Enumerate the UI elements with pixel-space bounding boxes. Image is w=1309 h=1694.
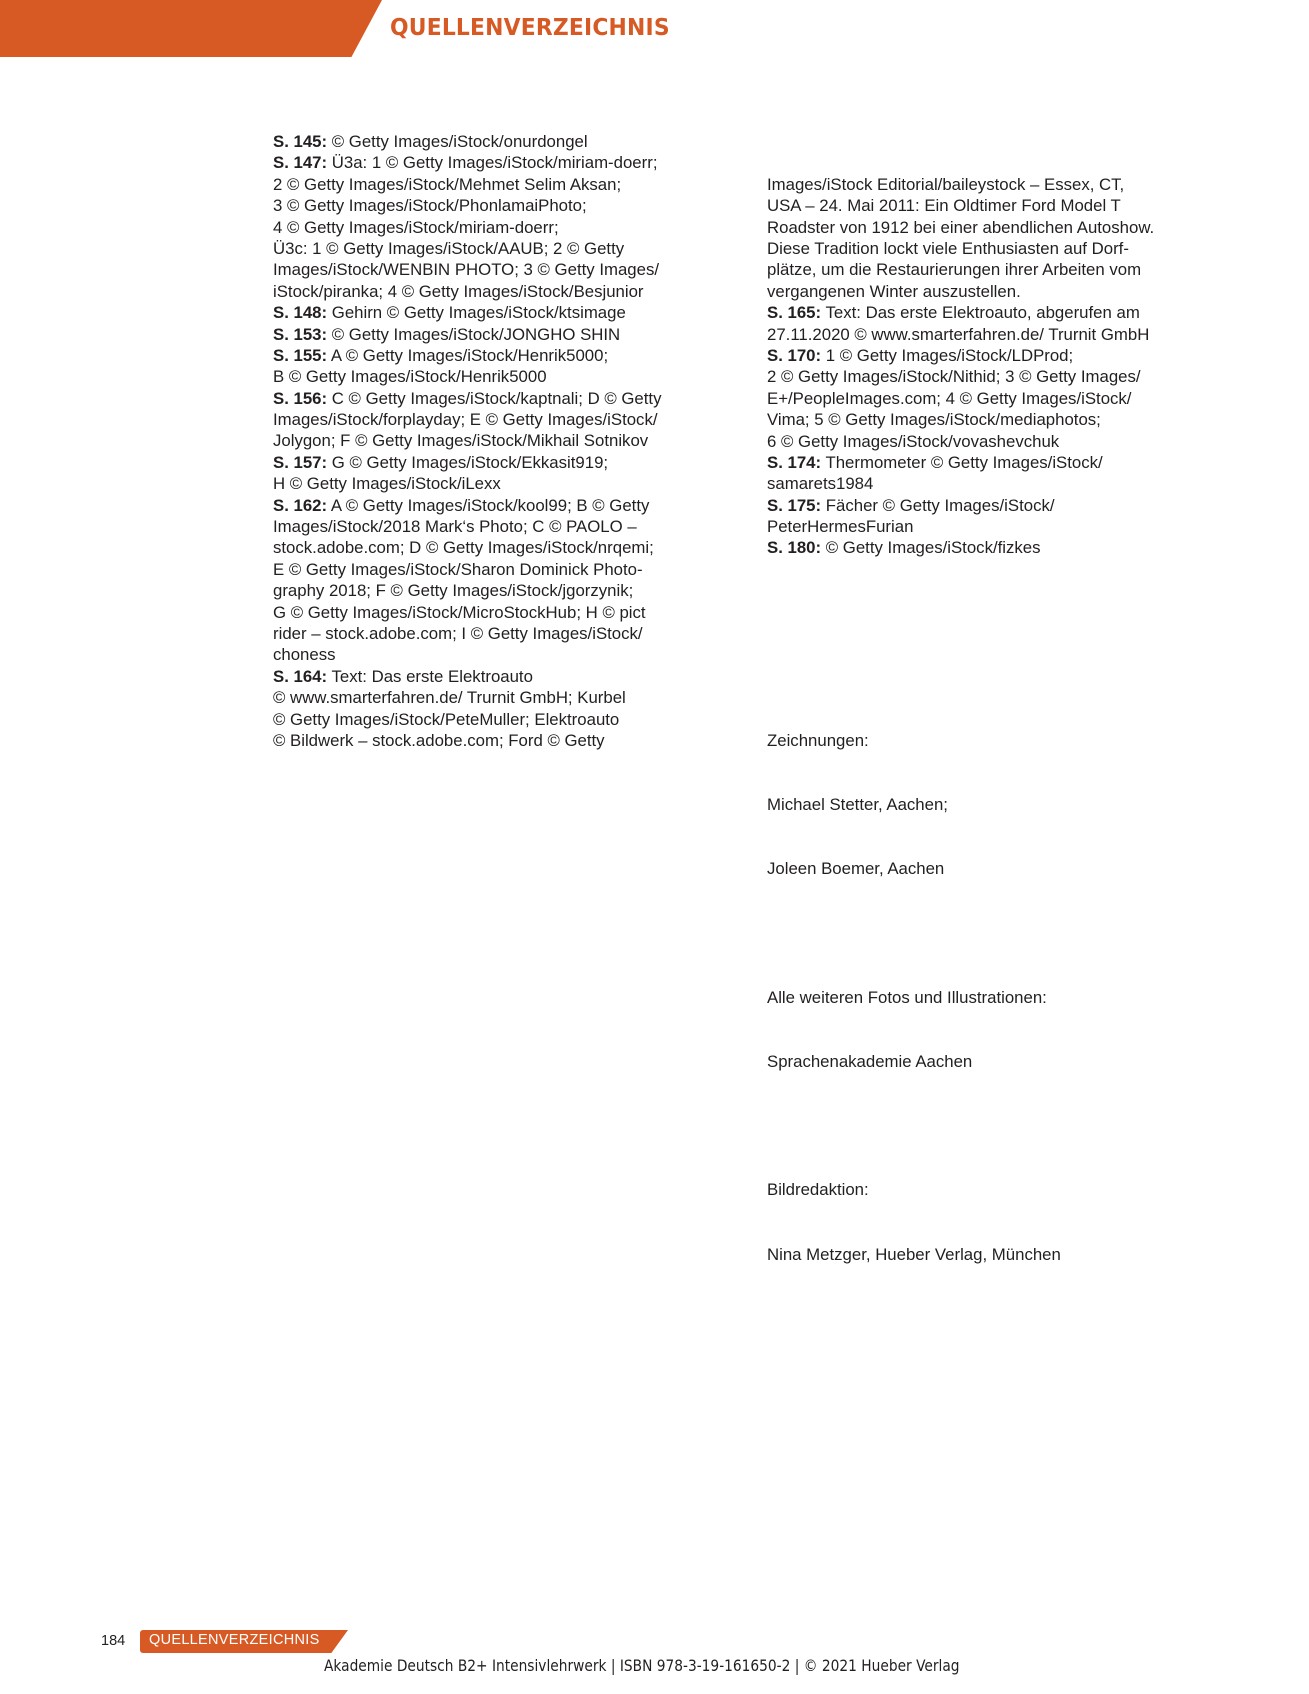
source-line (273, 259, 713, 280)
source-text: A © Getty Images/iStock/Henrik5000; (327, 345, 609, 365)
source-text: Jolygon; F © Getty Images/iStock/Mikhail Sotnikov (273, 431, 649, 451)
source-line (273, 623, 713, 644)
source-line (273, 559, 713, 580)
source-text: © Getty Images/iStock/onurdongel (327, 132, 588, 151)
source-text: 2 © Getty Images/iStock/Nithid; 3 © Getty Images/ (767, 367, 1141, 387)
source-text: Images/iStock/2018 Mark‘s Photo; C © PAOLO – (273, 517, 637, 537)
page-reference: S. 174: (767, 452, 822, 472)
source-text: stock.adobe.com; D © Getty Images/iStock/nrqemi; (273, 538, 654, 558)
source-line (767, 388, 1227, 409)
source-text: © Bildwerk – stock.adobe.com; Ford © Getty (273, 730, 605, 750)
source-line (273, 174, 713, 195)
source-text: Vima; 5 © Getty Images/iStock/mediaphotos; (767, 410, 1101, 430)
source-text: C © Getty Images/iStock/kaptnali; D © Getty (327, 388, 662, 408)
source-text: 2 © Getty Images/iStock/Mehmet Selim Aksan; (273, 174, 622, 194)
source-line (273, 281, 713, 302)
source-text: Ü3a: 1 © Getty Images/iStock/miriam-doerr; (327, 153, 658, 173)
source-line (273, 152, 713, 173)
source-line (767, 302, 1227, 323)
source-line (767, 409, 1227, 430)
source-text: G © Getty Images/iStock/MicroStockHub; H © pict (273, 602, 646, 622)
source-text: Roadster von 1912 bei einer abendlichen Autoshow. (767, 217, 1155, 237)
source-line (273, 473, 713, 494)
source-text: 6 © Getty Images/iStock/vovashevchuk (767, 431, 1060, 451)
editor-credit: Nina Metzger, Hueber Verlag, München (767, 1244, 1061, 1264)
source-line (273, 537, 713, 558)
source-text: PeterHermesFurian (767, 517, 914, 537)
source-text: rider – stock.adobe.com; I © Getty Images/iStock/ (273, 623, 643, 643)
page-reference: S. 147: (273, 153, 328, 173)
source-text: © www.smarterfahren.de/ Trurnit GmbH; Kurbel (273, 688, 626, 708)
drawings-label: Zeichnungen: (767, 731, 869, 751)
page-reference: S. 156: (273, 388, 328, 408)
source-text: samarets1984 (767, 474, 874, 494)
source-line (767, 238, 1227, 259)
page-reference: S. 145: (273, 132, 328, 151)
source-text: graphy 2018; F © Getty Images/iStock/jgorzynik; (273, 581, 634, 601)
source-text: E+/PeopleImages.com; 4 © Getty Images/iStock/ (767, 388, 1132, 408)
source-text: Diese Tradition lockt viele Enthusiasten auf Dorf- (767, 238, 1129, 258)
footer-section-label: QUELLENVERZEICHNIS (149, 1632, 320, 1648)
drawings-credit-1: Michael Stetter, Aachen; (767, 795, 948, 815)
right-column-sources (767, 174, 1227, 559)
page-number: 184 (101, 1633, 126, 1649)
page-reference: S. 148: (273, 303, 328, 323)
source-text: Text: Das erste Elektroauto, abgerufen am (821, 303, 1140, 323)
source-text: choness (273, 645, 336, 665)
source-line (273, 324, 713, 345)
footer-imprint: Akademie Deutsch B2+ Intensivlehrwerk | ISBN 978-3-19-161650-2 | © 2021 Hueber Verlag (324, 1656, 960, 1675)
source-text: 3 © Getty Images/iStock/PhonlamaiPhoto; (273, 196, 587, 216)
source-line (767, 174, 1227, 195)
page-reference: S. 153: (273, 324, 328, 344)
source-line (767, 259, 1227, 280)
source-text: Images/iStock/WENBIN PHOTO; 3 © Getty Images/ (273, 260, 660, 280)
source-line (273, 730, 713, 751)
page-title: QUELLENVERZEICHNIS (390, 13, 670, 41)
source-text: © Getty Images/iStock/PeteMuller; Elektroauto (273, 709, 620, 729)
source-line (767, 495, 1227, 516)
source-text: Thermometer © Getty Images/iStock/ (821, 452, 1103, 472)
source-text: 27.11.2020 © www.smarterfahren.de/ Trurnit GmbH (767, 324, 1150, 344)
source-line (273, 666, 713, 687)
photos-label: Alle weiteren Fotos und Illustrationen: (767, 987, 1047, 1007)
page-reference: S. 162: (273, 495, 328, 515)
page-reference: S. 164: (273, 666, 328, 686)
source-line (273, 345, 713, 366)
source-text: plätze, um die Restaurierungen ihrer Arbeiten vom (767, 260, 1142, 280)
source-line (767, 516, 1227, 537)
source-text: © Getty Images/iStock/JONGHO SHIN (327, 324, 621, 344)
source-line (767, 217, 1227, 238)
source-text: H © Getty Images/iStock/iLexx (273, 474, 501, 494)
source-line (273, 709, 713, 730)
source-line (273, 302, 713, 323)
source-line (273, 452, 713, 473)
source-line (767, 281, 1227, 302)
source-line (273, 217, 713, 238)
source-line (273, 602, 713, 623)
source-line (273, 388, 713, 409)
editor-label: Bildredaktion: (767, 1180, 869, 1200)
source-text: USA – 24. Mai 2011: Ein Oldtimer Ford Model T (767, 196, 1121, 216)
right-column (767, 131, 1227, 1286)
source-line (767, 452, 1227, 473)
header-accent-bar (0, 0, 382, 57)
photos-credit: Sprachenakademie Aachen (767, 1052, 973, 1072)
drawings-credit-2: Joleen Boemer, Aachen (767, 859, 945, 879)
source-line (273, 516, 713, 537)
source-text: Gehirn © Getty Images/iStock/ktsimage (327, 303, 626, 323)
page-reference: S. 175: (767, 495, 822, 515)
source-line (273, 495, 713, 516)
source-text: B © Getty Images/iStock/Henrik5000 (273, 367, 547, 387)
source-line (273, 580, 713, 601)
source-text: vergangenen Winter auszustellen. (767, 281, 1021, 301)
source-text: E © Getty Images/iStock/Sharon Dominick Photo- (273, 559, 643, 579)
source-line (767, 195, 1227, 216)
source-line (767, 431, 1227, 452)
source-line (273, 687, 713, 708)
source-text: Images/iStock/forplayday; E © Getty Images/iStock/ (273, 410, 658, 430)
source-text: 1 © Getty Images/iStock/LDProd; (821, 345, 1074, 365)
source-text: 4 © Getty Images/iStock/miriam-doerr; (273, 217, 559, 237)
source-line (767, 324, 1227, 345)
left-column (273, 131, 713, 751)
source-text: Ü3c: 1 © Getty Images/iStock/AAUB; 2 © Getty (273, 238, 625, 258)
source-text: iStock/piranka; 4 © Getty Images/iStock/Besjunior (273, 281, 644, 301)
source-line (273, 131, 713, 152)
source-line (767, 345, 1227, 366)
page-reference: S. 165: (767, 303, 822, 323)
source-text: A © Getty Images/iStock/kool99; B © Getty (327, 495, 650, 515)
page-reference: S. 155: (273, 345, 328, 365)
source-line (273, 409, 713, 430)
source-line (767, 537, 1227, 558)
source-text: Images/iStock Editorial/baileystock – Essex, CT, (767, 174, 1125, 194)
source-line (273, 644, 713, 665)
source-text: Fächer © Getty Images/iStock/ (821, 495, 1055, 515)
page-reference: S. 180: (767, 538, 822, 558)
source-line (767, 473, 1227, 494)
source-line (273, 195, 713, 216)
page-reference: S. 170: (767, 345, 822, 365)
source-line (273, 430, 713, 451)
source-text: © Getty Images/iStock/fizkes (821, 538, 1041, 558)
source-text: G © Getty Images/iStock/Ekkasit919; (327, 452, 609, 472)
page-reference: S. 157: (273, 452, 328, 472)
source-line (273, 366, 713, 387)
source-text: Text: Das erste Elektroauto (327, 666, 533, 686)
source-line (767, 366, 1227, 387)
source-line (273, 238, 713, 259)
